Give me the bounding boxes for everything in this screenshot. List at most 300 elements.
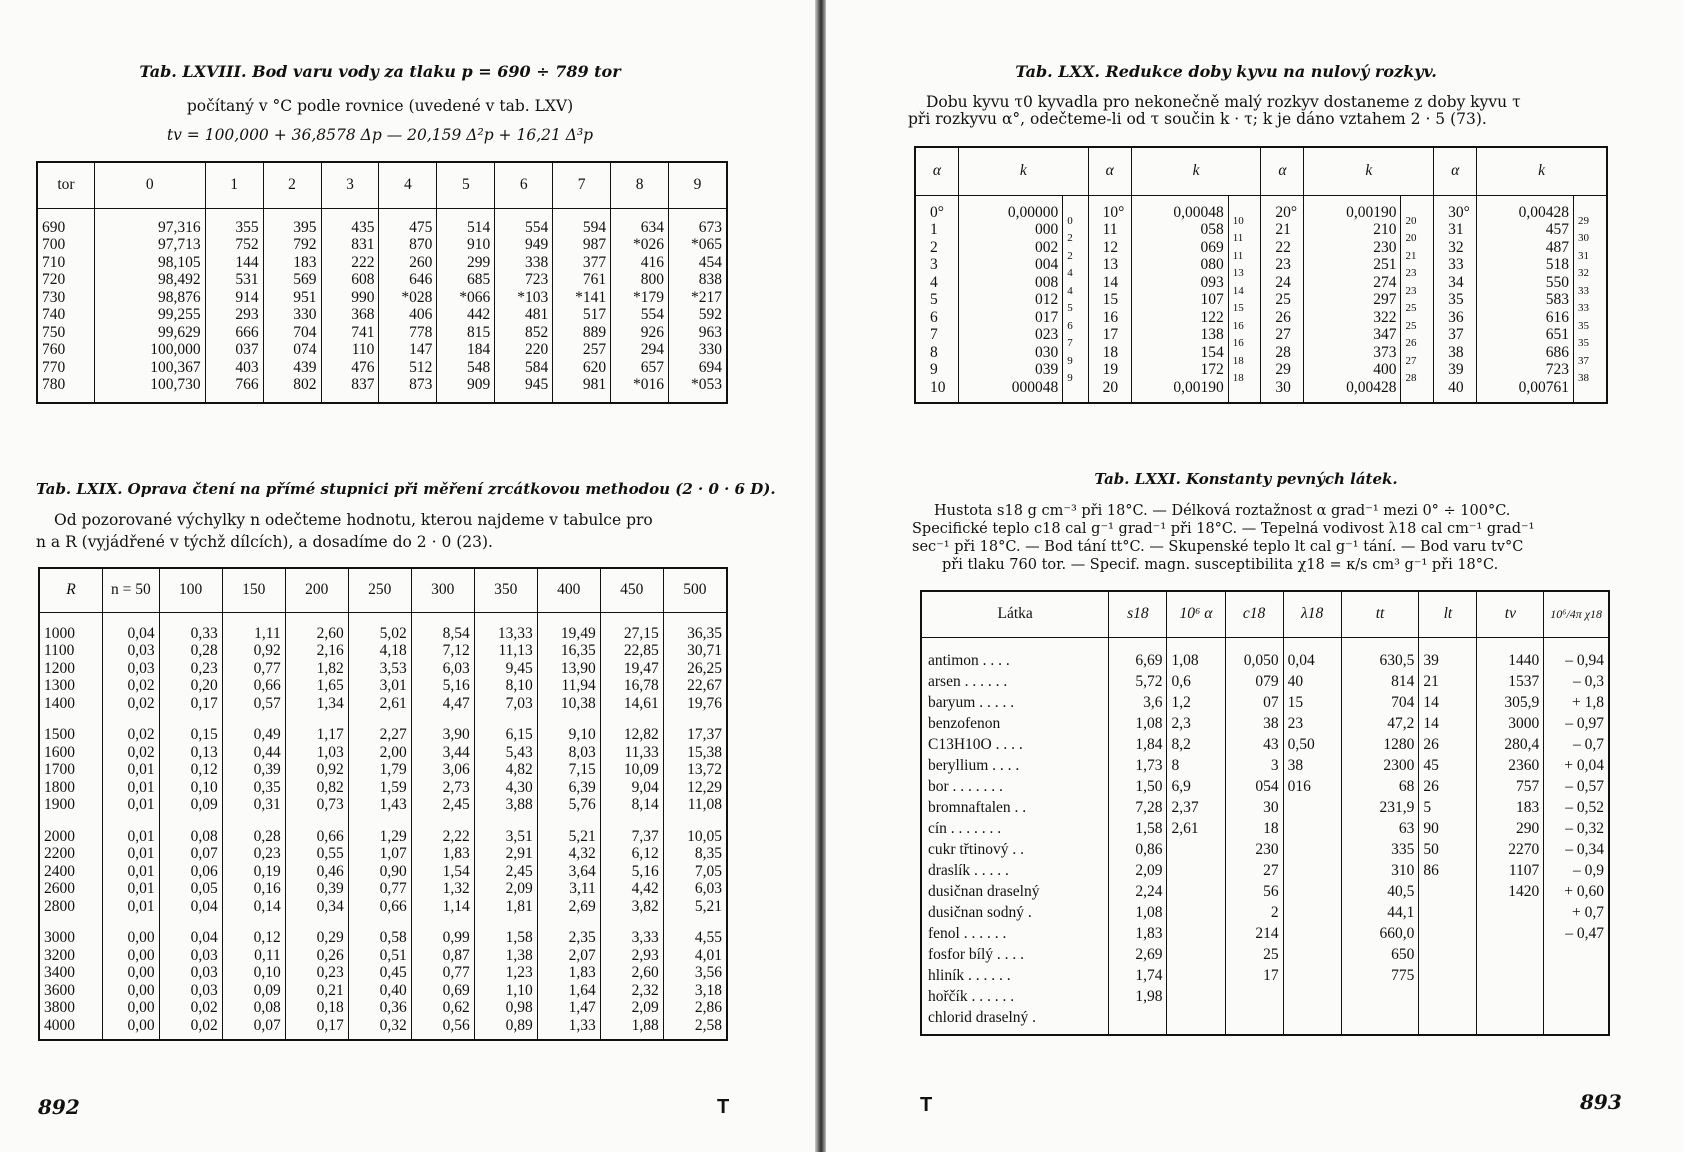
tab69-cell: 0,17 [316,1016,344,1034]
tab69-column [159,612,222,717]
tab68-cell: 481 [524,306,549,323]
tab68-cell: 730 [42,288,66,306]
tab70-k-cell: 274 [1373,273,1397,291]
tab68-cell: 990 [351,288,375,306]
tab70-alpha-cell: 8 [930,343,938,361]
tab69-cell: 9,04 [631,778,659,796]
tab69-cell: 0,10 [253,964,281,981]
tab69-cell: 3,11 [569,880,596,897]
tab71-cell: 90 [1423,819,1439,837]
tab71-cell: 280,4 [1504,735,1540,753]
tab69-cell: 8,14 [631,796,659,813]
tab70-diff-cell: 14 [1232,284,1244,297]
tab71-cell: 1440 [1508,651,1540,669]
tab71-cell: 016 [1287,777,1311,795]
tab70-k-cell: 210 [1373,221,1397,238]
tab71-column [1419,637,1477,1035]
tab70-text2: při rozkyvu α°, odečteme-li od τ součin k · τ; k je dáno vztahem 2 · 5 (73). [908,110,1487,128]
tab70-alpha-cell: 1 [930,221,938,238]
tab71-column [1283,637,1341,1035]
tab70-alpha-cell: 11 [1102,221,1118,238]
tab68-cell: 439 [293,358,317,376]
tab69-r-cell: 2200 [44,845,75,862]
tab69-cell: 1,11 [254,624,281,642]
tab69-cell: 3,51 [505,827,533,845]
tab69-cell: 0,01 [127,845,155,862]
tab69-cell: 0,12 [253,929,281,946]
tab70-diff-cell: 15 [1232,302,1244,314]
tab69-column [411,612,474,717]
tab70-alpha-cell: 37 [1448,326,1464,343]
tab69-cell: 11,94 [561,677,596,694]
tab68-column [263,208,321,403]
tab69-cell: 0,77 [442,964,470,981]
tab68-cell: 608 [351,271,375,288]
tab71-cell: baryum . . . . . [928,693,1015,711]
tab69-cell: 16,35 [560,642,596,659]
tab71-cell: benzofenon [928,714,1001,732]
tab70-k-cell: 518 [1545,256,1570,273]
tab69-cell: 0,02 [190,999,218,1016]
tab70-k-cell: 583 [1545,291,1570,308]
tab70-diff-column [1228,195,1261,403]
tab69-cell: 3,01 [379,677,407,694]
tab71-cell: 15 [1287,693,1304,711]
tab70-diff-cell: 21 [1405,249,1417,262]
tab69-text2: n a R (vyjádřené v týchž dílcích), a dosadíme do 2 · 0 (23). [36,533,493,551]
tab71-cell: + 1,8 [1572,693,1604,711]
tab71-cell: 68 [1398,777,1415,795]
tab69-cell: 0,92 [253,642,281,659]
tab69-cell: 0,04 [127,624,155,642]
tab69-header: 200 [285,568,348,612]
tab70-alpha-cell: 15 [1102,291,1119,308]
tab70-alpha-cell: 23 [1275,256,1291,273]
tab69-header: R [39,568,103,612]
tab71-cell: 47,2 [1387,714,1415,732]
tab71-cell: + 0,7 [1572,903,1604,921]
tab69-cell: 4,82 [505,761,533,778]
tab69-cell: 7,12 [442,642,470,659]
tab70-k-cell: 080 [1200,256,1224,273]
tab70-diff-cell: 4 [1067,284,1073,297]
tab71-cell: 230 [1255,840,1279,858]
tab70-diff-cell: 7 [1067,337,1073,349]
tab68-header: 6 [495,162,553,208]
tab70-diff-cell: 23 [1405,284,1417,297]
tab69-cell: 0,40 [379,981,407,999]
tab69-r-cell: 1600 [44,743,75,761]
tab70-alpha-cell: 24 [1275,273,1291,291]
tab70-alpha-cell: 12 [1102,238,1119,256]
tab71-cell: 6,69 [1135,651,1163,669]
tab69-cell: 3,90 [442,726,470,743]
tab69-cell: 0,01 [127,897,155,915]
tab70-k-cell: 000 [1034,221,1059,238]
tab69-cell: 2,91 [505,845,533,862]
tab71-cell: 054 [1255,777,1279,795]
tab69-cell: 3,33 [631,929,659,946]
tab68-cell: 100,367 [150,358,201,376]
tab68-cell: 293 [235,306,259,323]
tab69-column [103,920,160,1040]
tab68-header: 8 [611,162,669,208]
tab68-cell: 592 [698,306,722,323]
tab69-cell: 2,69 [568,897,596,915]
tab69-cell: 0,45 [379,964,407,981]
tab68-cell: 800 [640,271,665,288]
tab71-header: λ18 [1283,591,1341,637]
tab71-cell: fosfor bílý . . . . [928,945,1025,963]
tab68-cell: 594 [582,218,607,236]
tab71-cell: 757 [1516,777,1540,795]
tab69-cell: 0,99 [442,929,470,946]
tab69-cell: 0,01 [127,778,155,796]
tab70-k-cell: 651 [1545,326,1570,343]
tab69-header: 400 [537,568,600,612]
tab69-cell: 1,83 [442,845,470,862]
tab68-cell: 554 [524,218,549,236]
tab69-cell: 0,77 [253,659,281,677]
tab69-caption: Tab. LXIX. Oprava čtení na přímé stupnici při měření zrcátkovou methodou (2 · 0 · 6 D). [36,480,776,498]
tab69-cell: 0,77 [379,880,407,897]
tab68-cell: *217 [691,288,722,306]
tab71-cell: + 0,04 [1564,756,1604,774]
tab69-cell: 2,86 [694,999,722,1016]
tab69-cell: 4,30 [505,778,533,796]
tab70-k-cell: 297 [1373,291,1397,308]
tab70-alpha-cell: 36 [1448,308,1464,326]
tab71-cell: 2300 [1383,756,1415,774]
tab68-cell: 949 [524,236,549,253]
tab69-cell: 5,02 [379,624,407,642]
tab69-text1: Od pozorované výchylky n odečteme hodnotu, kterou najdeme v tabulce pro [54,511,653,529]
tab71-cell: 2,09 [1135,861,1163,879]
tab70-k-cell: 400 [1373,361,1397,378]
tab69-column [600,920,663,1040]
right-page [826,0,1683,1152]
tab71-cell: 17 [1263,966,1279,984]
tab68-cell: 802 [293,376,317,393]
tab69-cell: 0,39 [316,880,344,897]
tab68-cell: 704 [293,323,317,341]
tab69-cell: 1,64 [568,981,596,999]
tab69-cell: 3,64 [568,862,596,880]
tab69-cell: 3,18 [694,981,722,999]
tab71-column [1544,637,1609,1035]
tab69-cell: 5,76 [568,796,596,813]
tab71-cell: hořčík . . . . . . [928,987,1015,1005]
tab69-r-cell: 1200 [44,659,75,677]
tab69-cell: 4,01 [694,946,722,964]
tab71-cell: hliník . . . . . . [928,966,1011,984]
tab68-cell: 569 [293,271,317,288]
tab70-k-cell: 723 [1545,361,1570,378]
tab69-r-cell: 1400 [44,694,75,712]
tab69-cell: 0,82 [316,778,344,796]
tab68-cell: 99,629 [158,323,201,341]
tab69-cell: 4,55 [694,929,722,946]
tab69-cell: 0,66 [253,677,281,694]
tab69-cell: 10,09 [623,761,659,778]
tab70-k-cell: 0,00048 [1173,203,1224,221]
tab70-alpha-cell: 7 [930,326,938,343]
tab70-alpha-cell: 6 [930,308,938,326]
tab69-cell: 0,11 [254,946,281,964]
tab68-cell: 403 [235,358,259,376]
tab68-cell: 870 [409,236,433,253]
tab70-diff-cell: 27 [1405,354,1417,367]
tab69-cell: 0,62 [442,999,470,1016]
tab71-header: s18 [1109,591,1167,637]
tab71-cell: 3 [1270,756,1279,774]
tab69-r-cell: 3600 [44,981,75,999]
tab70-alpha-cell: 27 [1275,326,1291,343]
tab71-cell: – 0,9 [1573,861,1604,879]
tab71-cell: 305,9 [1504,693,1540,711]
tab69-column [285,717,348,819]
tab69-cell: 1,14 [442,897,470,915]
tab69-r-cell: 1000 [44,624,75,642]
tab69-cell: 13,90 [560,659,596,677]
tab68-column [611,208,669,403]
tab69-cell: 0,00 [127,999,155,1016]
tab68-cell: 184 [467,341,491,358]
tab69-cell: 0,21 [316,981,344,999]
tab69-cell: 0,02 [127,694,155,712]
tab69-cell: 0,09 [190,796,218,813]
tab69-cell: 4,32 [568,845,596,862]
tab71-cell: 6,9 [1171,777,1191,795]
tab69-r-cell: 2600 [44,880,75,897]
tab70-diff-cell: 2 [1067,249,1073,262]
tab69-cell: 0,00 [127,964,155,981]
tab68-cell: 889 [582,323,607,341]
tab68-cell: 454 [698,253,722,271]
tab71-cell: 2,24 [1135,882,1163,900]
tab68-header: 0 [94,162,205,208]
tab69-cell: 1,47 [568,999,596,1016]
tab69-cell: 0,10 [190,778,218,796]
tab70-header: α [1261,147,1304,195]
tab69-header: 500 [663,568,727,612]
tab70-diff-cell: 32 [1578,267,1590,279]
tab68-cell: 330 [293,306,317,323]
tab70-alpha-cell: 40 [1448,378,1464,396]
tab69-cell: 1,79 [379,761,407,778]
tab69-cell: 16,78 [623,677,659,694]
tab69-header: 100 [159,568,222,612]
tab70-alpha-cell: 2 [930,238,938,256]
tab68-cell: 770 [42,358,66,376]
tab69-cell: 5,21 [694,897,722,915]
tab69-cell: 0,51 [379,946,407,964]
tab71-cell: 1,84 [1135,735,1163,753]
tab69-group [39,819,727,921]
tab69-cell: 2,61 [379,694,407,712]
tab69-cell: 0,17 [190,694,218,712]
tab70-k-cell: 093 [1200,273,1224,291]
tab68-cell: 98,492 [158,271,201,288]
tab68-column [205,208,263,403]
tab69-cell: 0,03 [190,964,218,981]
tab69-cell: 1,10 [505,981,533,999]
tab71-cell: – 0,97 [1565,714,1604,732]
tab69-cell: 11,08 [687,796,722,813]
tab71-cell: 1,08 [1171,651,1199,669]
tab69-cell: 0,02 [127,726,155,743]
tab69-r-cell: 1700 [44,761,75,778]
tab69-cell: 0,34 [316,897,344,915]
tab69-column [600,819,663,921]
tab68-cell: 760 [42,341,66,358]
tab69-column [663,612,727,717]
tab71-text3: sec⁻¹ při 18°C. — Bod tání tt°C. — Skupenské teplo lt cal g⁻¹ tání. — Bod varu tv°C [912,539,1524,555]
tab70-k-cell: 023 [1034,326,1059,343]
tab68-cell: *053 [691,376,722,393]
tab71-cell: 1,2 [1171,693,1191,711]
tab68-cell: *141 [575,288,607,306]
tab69-r-column [39,612,103,717]
tab70-alpha-cell: 26 [1275,308,1291,326]
tab70-alpha-cell: 35 [1448,291,1464,308]
tab69-cell: 0,23 [253,845,281,862]
tab68-cell: 723 [524,271,549,288]
tab71-cell: 3000 [1508,714,1540,732]
tab69-cell: 19,47 [623,659,659,677]
tab71-cell: 1,58 [1135,819,1163,837]
tab69-cell: 8,35 [694,845,722,862]
tab70-diff-column [1063,195,1088,403]
tab70-diff-cell: 9 [1067,372,1073,384]
tab68-cell: *016 [633,376,665,393]
tab68-cell: 257 [582,341,607,358]
tab69-cell: 0,28 [253,827,281,845]
tab70-alpha-cell: 14 [1102,273,1119,291]
tab69-table [38,567,728,1041]
tab68-cell: *179 [633,288,665,306]
tab71-cell: 214 [1255,924,1279,942]
tab69-cell: 10,38 [560,694,596,712]
tab71-cell: chlorid draselný . [928,1008,1037,1026]
tab70-diff-cell: 2 [1067,232,1073,244]
tab71-cell: 1537 [1508,672,1540,690]
tab69-group [39,717,727,819]
tab68-header: tor [37,162,94,208]
tab69-cell: 8,03 [568,743,596,761]
tab71-cell: 50 [1423,840,1439,858]
section-mark-left: T [717,1096,730,1118]
tab68-header: 7 [553,162,611,208]
tab69-cell: 0,02 [127,743,155,761]
tab68-cell: 442 [467,306,491,323]
tab69-cell: 5,16 [631,862,659,880]
tab68-column [379,208,437,403]
tab69-r-cell: 3200 [44,946,75,964]
tab70-diff-cell: 6 [1067,319,1073,332]
tab69-header: 450 [600,568,663,612]
tab71-cell: 1,73 [1135,756,1163,774]
tab69-r-cell: 1100 [44,642,75,659]
tab71-cell: 1,98 [1135,987,1163,1005]
tab68-cell: *065 [691,236,722,253]
tab68-cell: 100,730 [150,376,201,393]
tab68-cell: 673 [698,218,722,236]
tab69-cell: 1,59 [379,778,407,796]
tab68-line1: počítaný v °C podle rovnice (uvedené v tab. LXV) [186,97,574,115]
tab68-cell: 97,713 [158,236,201,253]
tab70-k-cell: 487 [1545,238,1570,256]
tab69-cell: 2,35 [568,929,596,946]
tab70-alpha-cell: 3 [930,256,938,273]
tab69-cell: 1,29 [379,827,407,845]
tab69-cell: 0,01 [127,761,155,778]
tab70-header: k [1304,147,1434,195]
tab68-cell: 700 [42,236,66,253]
tab69-cell: 11,13 [498,642,533,659]
tab68-header: 9 [669,162,727,208]
tab70-diff-column [1401,195,1434,403]
tab69-column [474,612,537,717]
tab70-alpha-cell: 17 [1102,326,1119,343]
tab70-alpha-cell: 5 [930,291,938,308]
tab71-cell: bor . . . . . . . [928,777,1003,795]
tab70-diff-cell: 20 [1405,232,1417,244]
tab69-header: 150 [222,568,285,612]
tab69-r-cell: 4000 [44,1016,75,1034]
tab70-alpha-cell: 19 [1102,361,1119,378]
tab69-cell: 0,19 [253,862,281,880]
tab69-cell: 0,00 [127,946,155,964]
tab69-column [159,717,222,819]
tab69-cell: 2,07 [568,946,596,964]
tab71-cell: bromnaftalen . . [928,798,1027,816]
tab71-header: Látka [921,591,1109,637]
tab71-cell: 0,50 [1287,735,1315,753]
tab70-header: k [1131,147,1261,195]
tab70-diff-cell: 35 [1578,337,1590,349]
tab71-cell: 183 [1516,798,1540,816]
tab69-column [348,819,411,921]
tab69-cell: 1,32 [442,880,470,897]
tab69-cell: 0,08 [253,999,281,1016]
tab68-cell: 584 [524,358,549,376]
tab68-cell: 531 [235,271,259,288]
tab69-cell: 2,58 [694,1016,722,1034]
tab68-cell: 98,876 [158,288,201,306]
tab69-cell: 0,49 [253,726,281,743]
tab69-cell: 0,44 [253,743,281,761]
tab69-cell: 0,01 [127,827,155,845]
tab71-cell: 40 [1287,672,1304,690]
tab71-cell: 310 [1391,861,1415,879]
tab69-cell: 0,01 [127,796,155,813]
tab69-cell: 3,44 [442,743,470,761]
tab70-k-cell: 002 [1034,238,1059,256]
tab70-k-cell: 004 [1034,256,1059,273]
tab71-cell: – 0,94 [1565,651,1604,669]
tab71-cell: 630,5 [1379,651,1415,669]
tab68-cell: 873 [409,376,433,393]
tab69-cell: 6,15 [505,726,533,743]
tab69-cell: 0,98 [505,999,533,1016]
tab69-cell: 12,82 [623,726,659,743]
tab71-header: c18 [1225,591,1283,637]
tab70-k-cell: 154 [1200,343,1224,361]
tab70-alpha-cell: 21 [1275,221,1291,238]
tab69-cell: 0,18 [316,999,344,1016]
tab68-cell: 512 [409,358,433,376]
